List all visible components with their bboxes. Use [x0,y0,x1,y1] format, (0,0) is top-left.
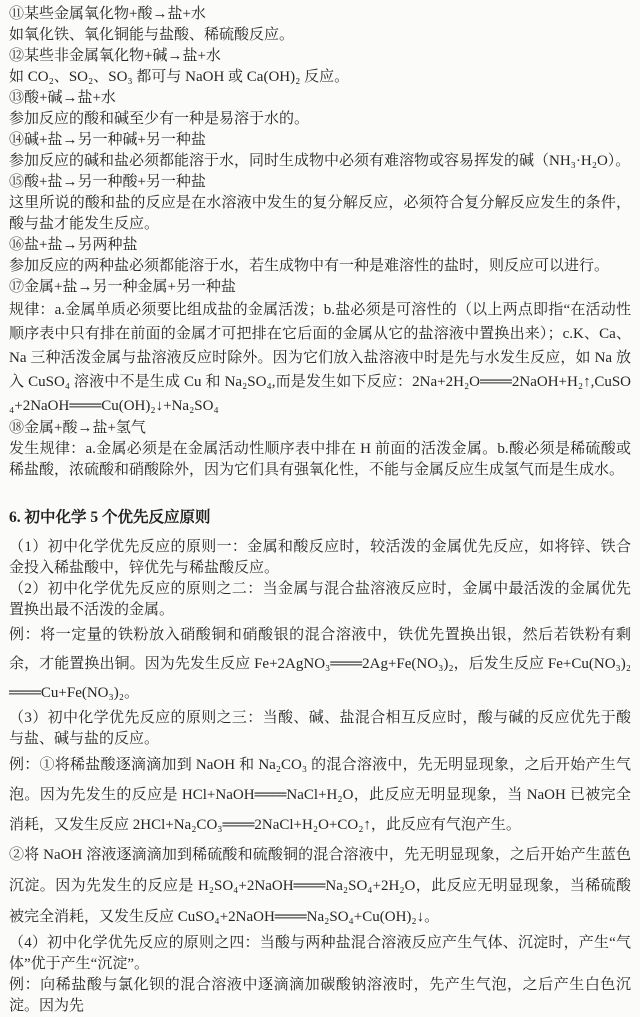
priority-principle-1: （1）初中化学优先反应的原则一：金属和酸反应时，较活泼的金属优先反应，如将锌、铁合金投入稀盐酸中，锌优先与稀盐酸反应。 [9,539,631,576]
reaction-rule-12-note: 如 CO₂、SO₂、SO₃ 都可与 NaOH 或 Ca(OH)₂ 反应。 [9,69,350,85]
reaction-rule-18-title: ⑱金属+酸→盐+氢气 [9,420,146,436]
reaction-rule-14-title: ⑭碱+盐→另一种碱+另一种盐 [9,132,206,148]
reaction-rule-13-note: 参加反应的酸和碱至少有一种是易溶于水的。 [9,111,310,127]
priority-principle-2: （2）初中化学优先反应的原则之二：当金属与混合盐溶液反应时，金属中最活泼的金属优先置换出最不活泼的金属。 [9,581,631,618]
reaction-rule-14-note: 参加反应的碱和盐必须都能溶于水，同时生成物中必须有难溶物或容易挥发的碱（NH₃·H₂O）。 [9,153,631,169]
reaction-rule-12-title: ⑫某些非金属氧化物+碱→盐+水 [9,48,221,64]
reaction-rule-15-title: ⑮酸+盐→另一种酸+另一种盐 [9,174,206,190]
reaction-rule-15-note: 这里所说的酸和盐的反应是在水溶液中发生的复分解反应，必须符合复分解反应发生的条件， 酸与盐才能发生反应。 [9,195,631,232]
priority-principle-4-example: 例：向稀盐酸与氯化钡的混合溶液中逐滴滴加碳酸钠溶液时，先产生气泡，之后产生白色沉淀。因为先 [9,977,631,1014]
reaction-rule-18-note: 发生规律：a.金属必须是在金属活动性顺序表中排在 H 前面的活泼金属。b.酸必须是稀硫酸或稀盐酸，浓硫酸和硝酸除外，因为它们具有强氧化性，不能与金属反应生成氢气而是生成水。 [9,441,631,478]
priority-principle-2-example: 例：将一定量的铁粉放入硝酸铜和硝酸银的混合溶液中，铁优先置换出银，然后若铁粉有剩余，才能置换出铜。因为先发生反应 Fe+2AgNO₃═══2Ag+Fe(NO₃)₂，后发生反应 Fe+Cu(NO₃)₂═══Cu+Fe(NO₃)₂。 [9,627,631,701]
reaction-rule-16-note: 参加反应的两种盐必须都能溶于水，若生成物中有一种是难溶性的盐时，则反应可以进行。 [9,258,610,274]
section-6-heading: 6. 初中化学 5 个优先反应原则 [9,509,211,526]
reaction-rule-11-title: ⑪某些金属氧化物+酸→盐+水 [9,6,206,22]
priority-principle-4: （4）初中化学优先反应的原则之四：当酸与两种盐混合溶液反应产生气体、沉淀时，产生“气体”优于产生“沉淀”。 [9,935,631,972]
reaction-rule-17-note: 规律：a.金属单质必须要比组成盐的金属活泼；b.盐必须是可溶性的（以上两点即指“在活动性顺序表中只有排在前面的金属才可把排在它后面的金属从它的盐溶液中置换出来）；c.K、Ca、Na 三种活泼金属与盐溶液反应时除外。因为它们放入盐溶液中时是先与水发生反应，如 Na 放入 CuSO₄ 溶液中不是生成 Cu 和 Na₂SO₄,而是发生如下反应：2Na+2H₂O═══2NaOH+H₂↑,CuSO₄+2NaOH═══Cu(OH)₂↓+Na₂SO₄ [9,302,631,414]
priority-principle-3-example-2: ②将 NaOH 溶液逐滴滴加到稀硫酸和硫酸铜的混合溶液中，先无明显现象，之后开始产生蓝色沉淀。因为先发生的反应是 H₂SO₄+2NaOH═══Na₂SO₄+2H₂O，此反应无明显现象，当稀硫酸被完全消耗，又发生反应 CuSO₄+2NaOH═══Na₂SO₄+Cu(OH)₂↓。 [9,847,631,925]
reaction-rule-13-title: ⑬酸+碱→盐+水 [9,90,116,106]
reaction-rule-16-title: ⑯盐+盐→另两种盐 [9,237,138,253]
reaction-rule-11-note: 如氧化铁、氧化铜能与盐酸、稀硫酸反应。 [9,27,295,43]
priority-principle-3: （3）初中化学优先反应的原则之三：当酸、碱、盐混合相互反应时，酸与碱的反应优先于酸与盐、碱与盐的反应。 [9,710,631,747]
priority-principle-3-example-1: 例：①将稀盐酸逐滴滴加到 NaOH 和 Na₂CO₃ 的混合溶液中，先无明显现象，之后开始产生气泡。因为先发生的反应是 HCl+NaOH═══NaCl+H₂O，此反应无明显现象，当 NaOH 已被完全消耗，又发生反应 2HCl+Na₂CO₃═══2NaCl+H₂O+CO₂↑，此反应有气泡产生。 [9,757,631,833]
reaction-rule-17-title: ⑰金属+盐→另一种金属+另一种盐 [9,279,236,295]
